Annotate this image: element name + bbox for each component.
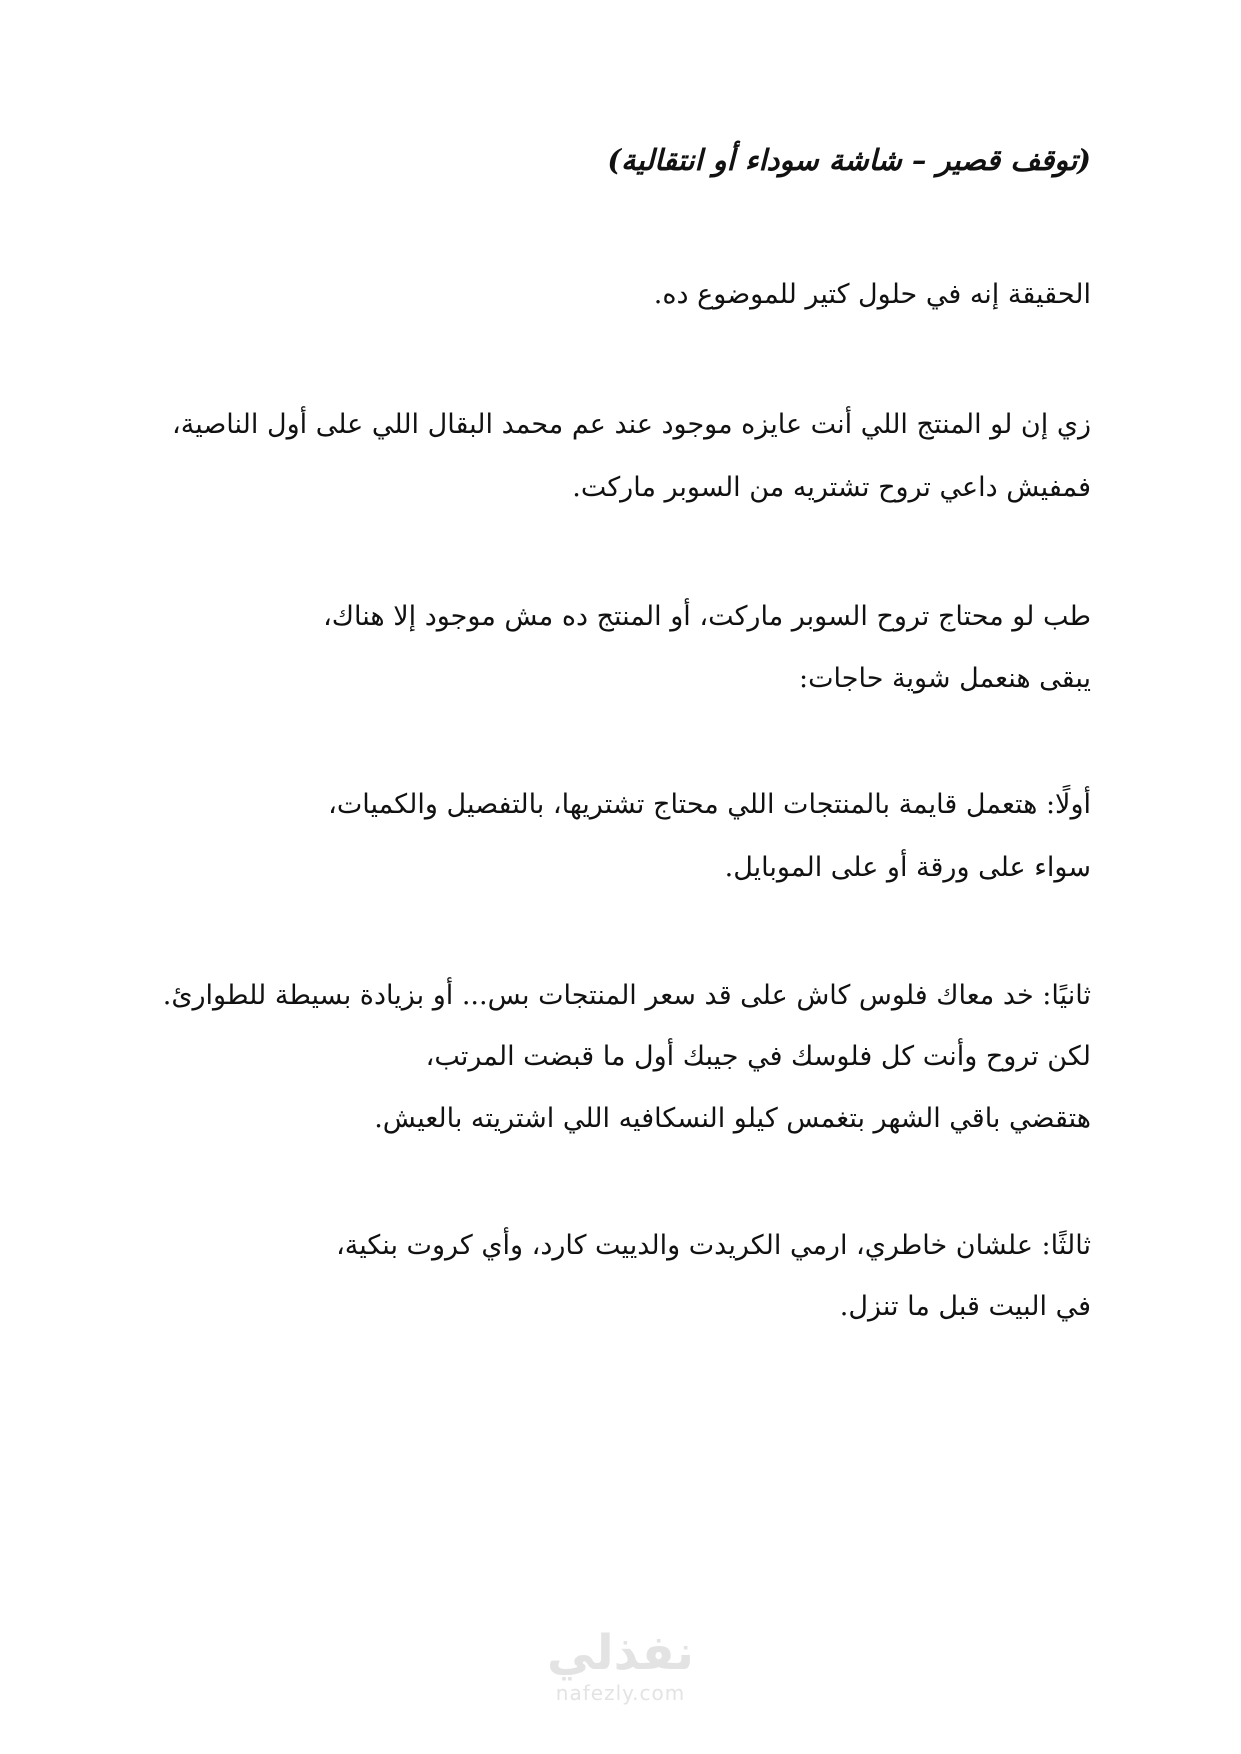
watermark-logo: نفذلي <box>547 1625 694 1681</box>
paragraph-line: فمفيش داعي تروح تشتريه من السوبر ماركت. <box>572 472 1091 503</box>
paragraph-line: ثالثًا: علشان خاطري، ارمي الكريدت والدييت كارد، وأي كروت بنكية، <box>336 1230 1091 1261</box>
section-title: (توقف قصير – شاشة سوداء أو انتقالية) <box>607 143 1091 177</box>
watermark-url: nafezly.com <box>555 1681 686 1705</box>
paragraph-line: في البيت قبل ما تنزل. <box>839 1291 1091 1322</box>
paragraph-line: لكن تروح وأنت كل فلوسك في جيبك أول ما قبضت المرتب، <box>425 1041 1091 1072</box>
paragraph-line: الحقيقة إنه في حلول كتير للموضوع ده. <box>653 279 1091 310</box>
paragraph-line: هتقضي باقي الشهر بتغمس كيلو النسكافيه اللي اشتريته بالعيش. <box>374 1103 1091 1134</box>
paragraph-line: طب لو محتاج تروح السوبر ماركت، أو المنتج ده مش موجود إلا هناك، <box>323 601 1091 632</box>
paragraph-line: ثانيًا: خد معاك فلوس كاش على قد سعر المنتجات بس... أو بزيادة بسيطة للطوارئ. <box>162 980 1091 1011</box>
paragraph-line: يبقى هنعمل شوية حاجات: <box>799 663 1091 694</box>
paragraph-line: زي إن لو المنتج اللي أنت عايزه موجود عند عم محمد البقال اللي على أول الناصية، <box>172 409 1091 440</box>
paragraph-line: أولًا: هتعمل قايمة بالمنتجات اللي محتاج تشتريها، بالتفصيل والكميات، <box>328 789 1091 820</box>
paragraph-line: سواء على ورقة أو على الموبايل. <box>724 852 1091 883</box>
watermark <box>0 1625 1241 1705</box>
